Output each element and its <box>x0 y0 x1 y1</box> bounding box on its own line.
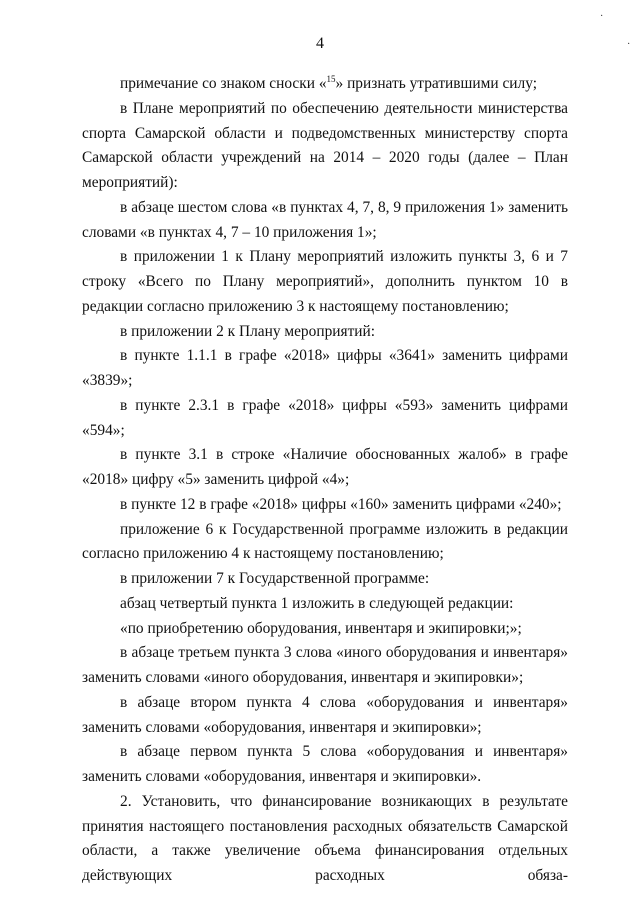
paragraph: в пункте 2.3.1 в графе «2018» цифры «593» заменить цифрами «594»; <box>82 396 568 439</box>
scan-mark: · <box>600 11 604 22</box>
paragraph: в пункте 12 в графе «2018» цифры «160» заменить цифрами «240»; <box>120 495 562 513</box>
paragraph: 2. Установить, что финансирование возникающих в результате принятия настоящего постановления расходных обязательств Самарской области, а также увеличение объема финансирования отдельных действующих расходных обяза- <box>82 792 568 884</box>
paragraph: примечание со знаком сноски «$^{15}$» признать утратившими силу; <box>120 74 537 92</box>
document-body <box>82 72 568 889</box>
paragraph: в абзаце шестом слова «в пунктах 4, 7, 8, 9 приложения 1» заменить словами «в пунктах 4, 7 – 10 приложения 1»; <box>82 198 568 241</box>
paragraph: в приложении 1 к Плану мероприятий изложить пункты 3, 6 и 7 строку «Всего по Плану мероприятий», дополнить пунктом 10 в редакции согласно приложению 3 к настоящему постановлению; <box>82 248 568 315</box>
paragraph: в абзаце первом пункта 5 слова «оборудования и инвентаря» заменить словами «оборудования, инвентаря и экипировки». <box>82 743 568 785</box>
paragraph: в абзаце третьем пункта 3 слова «иного оборудования и инвентаря» заменить словами «иного оборудования, инвентаря и экипировки»; <box>82 644 568 686</box>
paragraph: приложение 6 к Государственной программе изложить в редакции согласно приложению 4 к настоящему постановлению; <box>82 520 568 563</box>
paragraph: абзац четвертый пункта 1 изложить в следующей редакции: <box>120 594 514 612</box>
scan-mark: · <box>627 39 631 50</box>
paragraph: в Плане мероприятий по обеспечению деятельности министерства спорта Самарской области и подведомственных министерству спорта Самарской области учреждений на 2014 – 2020 годы (далее – План мероприятий): <box>82 99 568 191</box>
page-number: 4 <box>316 35 324 52</box>
paragraph: в приложении 7 к Государственной программе: <box>120 570 430 587</box>
paragraph: в пункте 1.1.1 в графе «2018» цифры «3641» заменить цифрами «3839»; <box>82 347 568 389</box>
paragraph: в пункте 3.1 в строке «Наличие обоснованных жалоб» в графе «2018» цифру «5» заменить цифрой «4»; <box>82 446 568 488</box>
paragraph: в абзаце втором пункта 4 слова «оборудования и инвентаря» заменить словами «оборудования, инвентаря и экипировки»; <box>82 693 568 736</box>
footnote-mark: 15 <box>326 74 336 84</box>
paragraph: в приложении 2 к Плану мероприятий: <box>120 322 376 340</box>
paragraph: «по приобретению оборудования, инвентаря и экипировки;»; <box>120 619 522 637</box>
